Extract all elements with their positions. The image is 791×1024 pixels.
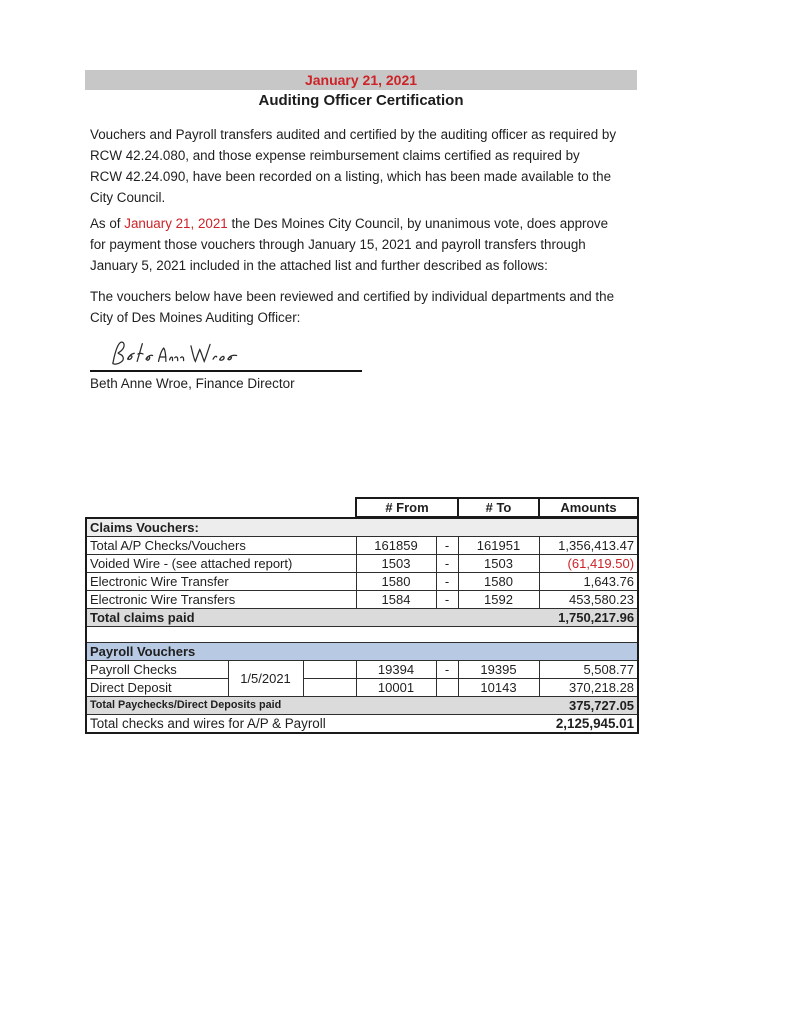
total-claims-amount: 1,750,217.96 bbox=[558, 610, 635, 625]
claims-section-label: Claims Vouchers: bbox=[86, 518, 638, 537]
total-claims-row bbox=[86, 609, 638, 627]
paragraph-line: RCW 42.24.090, have been recorded on a listing, which has been made available to the bbox=[90, 169, 612, 184]
table-row bbox=[86, 537, 638, 555]
paragraph-line: City Council. bbox=[90, 190, 166, 205]
table-row bbox=[86, 573, 638, 591]
row-amount: 1,643.76 bbox=[539, 573, 638, 591]
row-to: 10143 bbox=[458, 679, 539, 697]
paragraph-certification bbox=[90, 124, 660, 208]
total-claims-label: Total claims paid bbox=[90, 610, 195, 625]
total-claims-cell bbox=[86, 609, 638, 627]
paragraph-line: for payment those vouchers through January 15, 2021 and payroll transfers through bbox=[90, 237, 586, 252]
row-amount-negative: (61,419.50) bbox=[539, 555, 638, 573]
col-header-to: # To bbox=[458, 498, 539, 517]
paragraph-line: Vouchers and Payroll transfers audited and certified by the auditing officer as required by bbox=[90, 127, 617, 142]
paragraph-approval bbox=[90, 213, 660, 276]
table-row bbox=[86, 661, 638, 679]
table-row bbox=[86, 591, 638, 609]
row-label: Voided Wire - (see attached report) bbox=[86, 555, 356, 573]
row-label: Electronic Wire Transfers bbox=[86, 591, 356, 609]
row-to: 1580 bbox=[458, 573, 539, 591]
page-title: Auditing Officer Certification bbox=[258, 92, 464, 109]
row-label: Electronic Wire Transfer bbox=[86, 573, 356, 591]
row-from: 19394 bbox=[356, 661, 436, 679]
col-header-amounts: Amounts bbox=[539, 498, 638, 517]
approval-date-highlight: January 21, 2021 bbox=[124, 216, 228, 231]
total-payroll-cell bbox=[86, 697, 638, 715]
row-amount: 453,580.23 bbox=[539, 591, 638, 609]
date-banner: January 21, 2021 bbox=[85, 70, 637, 90]
row-dash: - bbox=[436, 661, 458, 679]
row-from: 1503 bbox=[356, 555, 436, 573]
row-dash: - bbox=[436, 537, 458, 555]
row-label: Total A/P Checks/Vouchers bbox=[86, 537, 356, 555]
empty-cell bbox=[303, 679, 356, 697]
row-amount: 5,508.77 bbox=[539, 661, 638, 679]
row-dash: - bbox=[436, 573, 458, 591]
table-row bbox=[86, 555, 638, 573]
row-to: 1592 bbox=[458, 591, 539, 609]
spacer-cell bbox=[86, 627, 638, 643]
paragraph-line: City of Des Moines Auditing Officer: bbox=[90, 310, 301, 325]
total-payroll-label: Total Paychecks/Direct Deposits paid bbox=[90, 699, 282, 711]
row-to: 19395 bbox=[458, 661, 539, 679]
voucher-table bbox=[85, 517, 639, 734]
claims-section-row bbox=[86, 518, 638, 537]
table-row bbox=[86, 679, 638, 697]
total-payroll-row bbox=[86, 697, 638, 715]
paragraph-reviewed bbox=[90, 286, 660, 328]
paragraph-line: RCW 42.24.080, and those expense reimbursement claims certified as required by bbox=[90, 148, 580, 163]
empty-cell bbox=[303, 661, 356, 679]
payroll-date: 1/5/2021 bbox=[228, 661, 303, 697]
row-to: 161951 bbox=[458, 537, 539, 555]
approval-rest: the Des Moines City Council, by unanimous vote, does approve bbox=[227, 216, 609, 231]
payroll-section-label: Payroll Vouchers bbox=[86, 643, 638, 661]
row-from: 10001 bbox=[356, 679, 436, 697]
row-amount: 1,356,413.47 bbox=[539, 537, 638, 555]
grand-total-row bbox=[86, 715, 638, 734]
row-from: 161859 bbox=[356, 537, 436, 555]
row-from: 1580 bbox=[356, 573, 436, 591]
row-dash: - bbox=[436, 591, 458, 609]
grand-total-label: Total checks and wires for A/P & Payroll bbox=[90, 716, 326, 731]
paragraph-line: January 5, 2021 included in the attached list and further described as follows: bbox=[90, 258, 548, 273]
row-amount: 370,218.28 bbox=[539, 679, 638, 697]
row-label: Payroll Checks bbox=[86, 661, 228, 679]
paragraph-line bbox=[90, 213, 660, 234]
grand-total-amount: 2,125,945.01 bbox=[555, 716, 635, 731]
signature-caption: Beth Anne Wroe, Finance Director bbox=[90, 376, 295, 391]
row-from: 1584 bbox=[356, 591, 436, 609]
signature-script bbox=[104, 337, 244, 371]
row-to: 1503 bbox=[458, 555, 539, 573]
row-dash: - bbox=[436, 555, 458, 573]
spacer-row bbox=[86, 627, 638, 643]
voucher-table-header bbox=[355, 497, 639, 518]
row-label: Direct Deposit bbox=[86, 679, 228, 697]
signature-line bbox=[90, 370, 362, 372]
row-dash bbox=[436, 679, 458, 697]
approval-prefix: As of bbox=[90, 216, 125, 231]
grand-total-cell bbox=[86, 715, 638, 734]
col-header-from: # From bbox=[356, 498, 458, 517]
total-payroll-amount: 375,727.05 bbox=[568, 698, 635, 713]
payroll-section-row bbox=[86, 643, 638, 661]
paragraph-line: The vouchers below have been reviewed and certified by individual departments and the bbox=[90, 289, 615, 304]
